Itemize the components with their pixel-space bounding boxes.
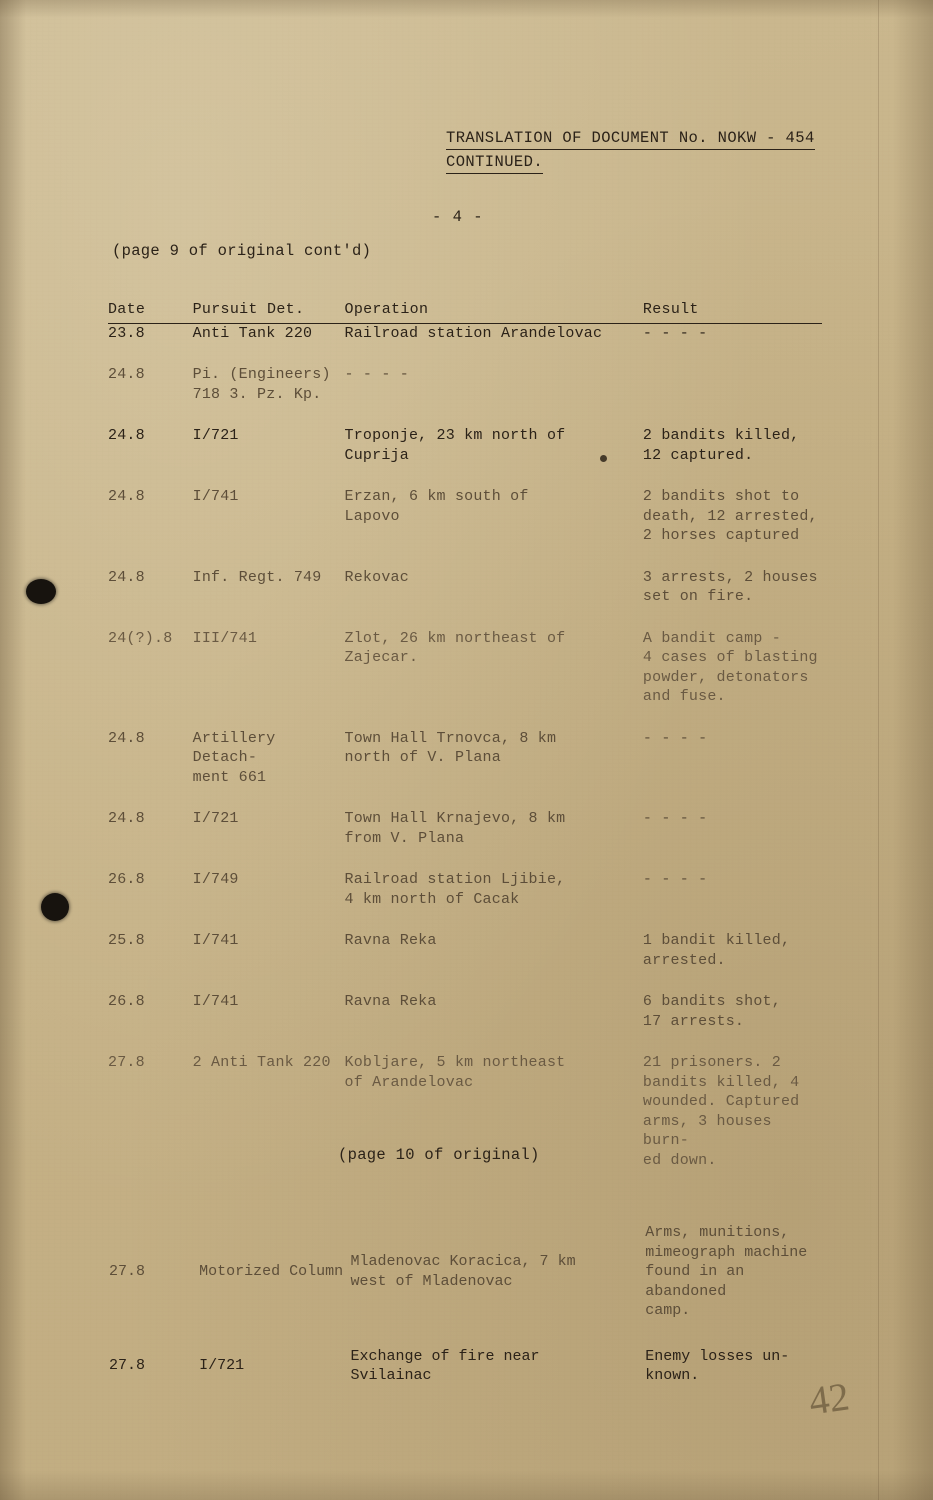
page-edge-shadow-bottom: [0, 1470, 933, 1500]
cell-operation: Mladenovac Koracica, 7 km west of Mladenovac: [350, 1253, 576, 1290]
table-row: [108, 487, 822, 546]
cell-pursuit-det: I/741: [192, 993, 239, 1010]
cell-result: - - - -: [642, 810, 708, 827]
original-page-note-1: (page 9 of original cont'd): [112, 242, 372, 260]
punch-hole: [26, 579, 56, 604]
cell-pursuit-det: I/749: [192, 871, 239, 888]
cell-result: 3 arrests, 2 houses set on fire.: [642, 568, 818, 605]
table-row: [108, 870, 822, 909]
cell-operation: Town Hall Trnovca, 8 km north of V. Plana: [344, 729, 557, 766]
cell-operation: Rekovac: [344, 568, 409, 586]
table-row: [108, 629, 822, 707]
row-spacer: [108, 970, 822, 992]
cell-result: - - - -: [642, 871, 708, 888]
cell-operation: Exchange of fire near Svilainac: [350, 1347, 540, 1384]
table-row: [108, 809, 822, 848]
cell-date: 24.8: [108, 568, 145, 586]
cell-date: 26.8: [108, 871, 145, 888]
cell-pursuit-det: I/721: [199, 1357, 245, 1375]
column-header-result: Result: [642, 301, 699, 318]
column-header-operation: Operation: [344, 301, 429, 318]
cell-date: 24.8: [108, 366, 145, 383]
row-spacer: [108, 909, 822, 931]
row-spacer: [108, 404, 822, 426]
cell-date: 25.8: [108, 932, 145, 949]
cell-pursuit-det: I/741: [192, 932, 239, 949]
cell-operation: Town Hall Krnajevo, 8 km from V. Plana: [344, 810, 566, 847]
page-fold-line: [878, 0, 879, 1500]
cell-result: Enemy losses un- known.: [645, 1347, 790, 1384]
cell-result: A bandit camp - 4 cases of blasting powder, detonators and fuse.: [642, 629, 818, 705]
page-marker: - 4 -: [432, 208, 484, 226]
operations-table: [108, 300, 822, 1192]
cell-result: Arms, munitions, mimeograph machine found in an abandoned camp.: [645, 1224, 808, 1319]
cell-operation: Railroad station Arandelovac: [344, 324, 603, 342]
table-row: [108, 323, 822, 343]
cell-date: 24(?).8: [108, 629, 173, 647]
table-header-row: [108, 300, 822, 323]
table-row: [108, 426, 822, 465]
row-spacer: [108, 546, 822, 568]
cell-result: - - - -: [642, 729, 708, 747]
row-spacer: [108, 787, 822, 809]
cell-pursuit-det: Pi. (Engineers) 718 3. Pz. Kp.: [192, 366, 331, 403]
table-row: [108, 931, 822, 970]
cell-date: 23.8: [108, 324, 145, 342]
row-spacer: [108, 848, 822, 870]
cell-operation: Erzan, 6 km south of Lapovo: [344, 488, 529, 525]
operations-table-page10: [108, 1222, 822, 1411]
cell-operation: Kobljare, 5 km northeast of Arandelovac: [344, 1054, 566, 1091]
column-header-pursuit-det: Pursuit Det.: [192, 301, 305, 318]
cell-pursuit-det: Anti Tank 220: [192, 324, 313, 342]
cell-operation: - - - -: [344, 366, 409, 383]
page-edge-shadow-top: [0, 0, 933, 18]
cell-operation: Ravna Reka: [344, 932, 437, 949]
row-spacer: [108, 707, 822, 729]
cell-date: 24.8: [108, 729, 145, 747]
cell-pursuit-det: Inf. Regt. 749: [192, 568, 322, 586]
cell-result: - - - -: [642, 324, 708, 342]
header-continued-line: CONTINUED.: [446, 152, 543, 174]
punch-hole: [41, 893, 69, 921]
handwritten-page-number: 42: [806, 1373, 852, 1424]
cell-result: 2 bandits shot to death, 12 arrested, 2 horses captured: [642, 488, 818, 544]
cell-operation: Ravna Reka: [344, 993, 437, 1010]
cell-date: 24.8: [108, 488, 145, 505]
row-spacer: [108, 607, 822, 629]
table-row: [108, 1222, 822, 1322]
cell-pursuit-det: I/721: [192, 427, 239, 444]
original-page-note-2: (page 10 of original): [338, 1146, 540, 1164]
cell-pursuit-det: I/741: [192, 488, 239, 505]
cell-operation: Zlot, 26 km northeast of Zajecar.: [344, 629, 566, 666]
cell-date: 26.8: [108, 993, 145, 1010]
cell-date: 27.8: [109, 1263, 146, 1280]
cell-pursuit-det: I/721: [192, 810, 239, 827]
header-title-line: TRANSLATION OF DOCUMENT No. NOKW - 454: [446, 128, 815, 150]
cell-pursuit-det: III/741: [192, 629, 258, 647]
document-header: [446, 128, 815, 174]
row-spacer: [108, 1387, 822, 1411]
table-row: [108, 992, 822, 1031]
table-row: [108, 729, 822, 788]
page-edge-shadow-left: [0, 0, 26, 1500]
cell-result: 1 bandit killed, arrested.: [642, 932, 791, 969]
cell-date: 24.8: [108, 810, 145, 827]
cell-operation: Troponje, 23 km north of Cuprija: [344, 427, 566, 464]
cell-result: 21 prisoners. 2 bandits killed, 4 wounded. Captured arms, 3 houses burn- ed down.: [642, 1054, 800, 1169]
cell-result: 6 bandits shot, 17 arrests.: [642, 993, 781, 1030]
table-row: [108, 365, 822, 404]
row-spacer: [108, 465, 822, 487]
cell-pursuit-det: Artillery Detach- ment 661: [192, 729, 276, 786]
table-row: [108, 568, 822, 607]
row-spacer: [108, 343, 822, 365]
cell-result: [643, 365, 822, 404]
row-spacer: [108, 1170, 822, 1192]
cell-date: 27.8: [109, 1357, 146, 1375]
table-row: [108, 1346, 822, 1387]
page-edge-shadow-right: [893, 0, 933, 1500]
cell-operation: Railroad station Ljibie, 4 km north of Cacak: [344, 871, 566, 908]
cell-date: 27.8: [108, 1054, 145, 1071]
row-spacer: [108, 1031, 822, 1053]
row-spacer: [108, 1322, 822, 1346]
cell-pursuit-det: Motorized Column: [199, 1263, 344, 1280]
cell-result: 2 bandits killed, 12 captured.: [642, 427, 800, 464]
cell-pursuit-det: 2 Anti Tank 220: [192, 1054, 331, 1071]
cell-date: 24.8: [108, 427, 145, 444]
column-header-date: Date: [108, 301, 146, 318]
